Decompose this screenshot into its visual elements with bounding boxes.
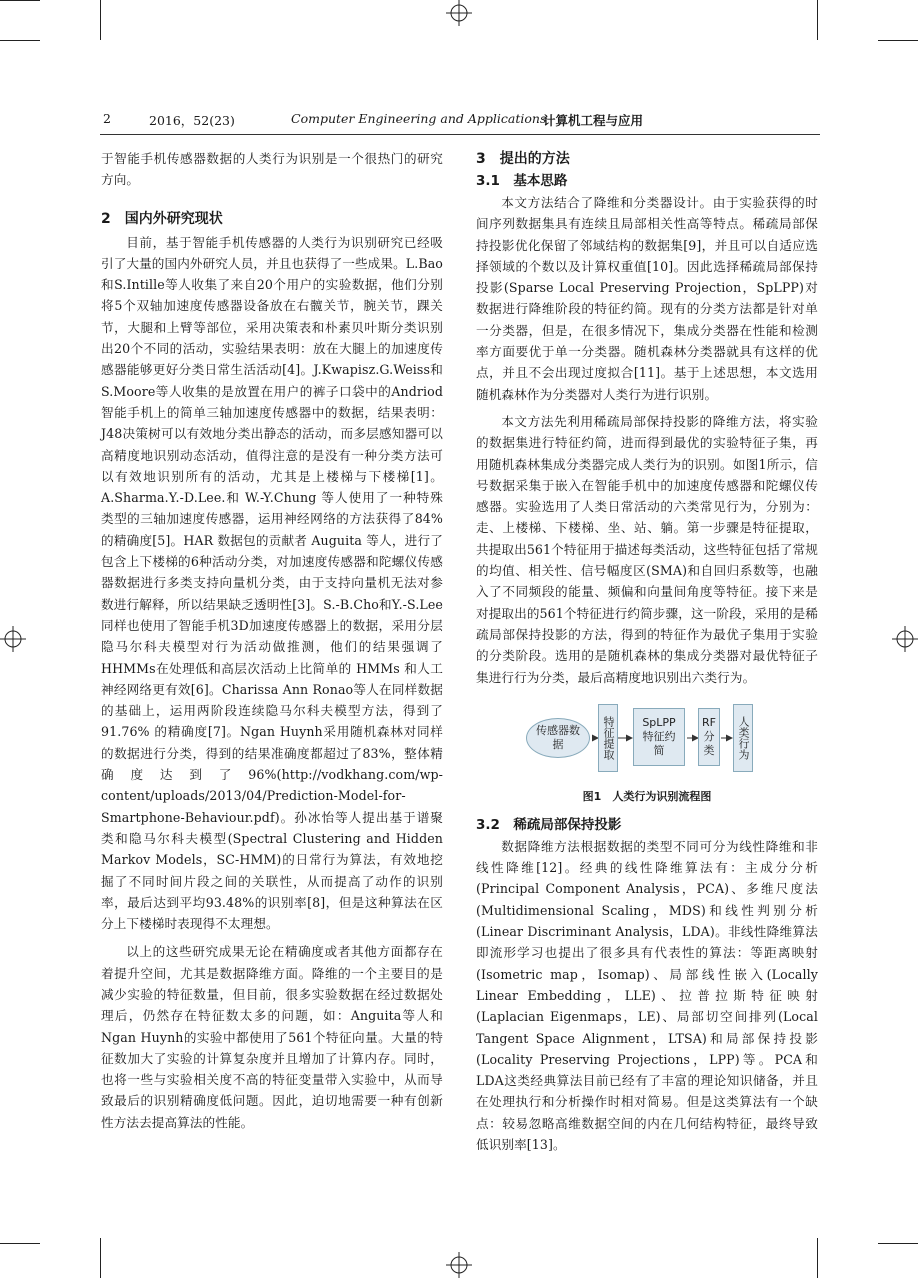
registration-mark-icon bbox=[446, 0, 472, 26]
journal-title-en: Computer Engineering and Applications bbox=[291, 111, 547, 126]
flow-node-sensor-data: 传感器数据 bbox=[526, 718, 590, 758]
crop-mark bbox=[817, 0, 818, 40]
paragraph-related-work: 目前，基于智能手机传感器的人类行为识别研究已经吸引了大量的国内外研究人员，并且也获得了一些成果。L.Bao和S.Intille等人收集了来自20个用户的实验数据，他们分别将5个双轴加速度传感器设备放在右髋关节，腕关节，踝关节，大腿和上臂等部位，采用决策表和朴素贝叶斯分类识别出20个不同的活动，实验结果表明：放在大腿上的加速度传感器能够更好分类日常生活活动[4]。J.Kwapisz.G.Weiss和S.Moore等人收集的是放置在用户的裤子口袋中的Andriod智能手机上的简单三轴加速度传感器中的数据，结果表明：J48决策树可以有效地分类出静态的活动，而多层感知器可以高精度地识别动态活动，值得注意的是没有一种分类方法可以有效地识别所有的活动，尤其是上楼梯与下楼梯[1]。A.Sharma.Y.-D.Lee.和 W.-Y.Chung 等人使用了一种特殊类型的三轴加速度传感器，运用神经网络的方法获得了84%的精确度[5]。HAR 数据包的贡献者 Auguita 等人，进行了包含上下楼梯的6种活动分类，对加速度传感器和陀螺仪传感器数据进行多类支持向量机分类，由于支持向量机无法对参数进行解释，所以结果缺乏透明性[3]。S.-B.Cho和Y.-S.Lee同样也使用了智能手机3D加速度传感器上的数据，采用分层隐马尔科夫模型对行为活动做推测，他们的结果强调了HHMMs在处理低和高层次活动上比简单的 HMMs 和人工神经网络更有效[6]。Charissa Ann Ronao等人在同样数据的基础上，运用两阶段连续隐马尔科夫模型方法，得到了 91.76% 的精确度[7]。Ngan Huynh采用随机森林对同样的数据进行分类，得到的结果准确度都超过了83%，整体精确度达到了96%(http://vodkhang.com/wp-content/uploads/2013/04/Prediction-Model-for-Smartphone-Behaviour.pdf)。孙冰怡等人提出基于谱聚类和隐马尔科夫模型(Spectral Clustering and Hidden Markov Models，SC-HMM)的日常行为算法，有效地挖掘了不同时间片段之间的关联性，从而提高了动作的识别率，最后达到平均93.48%的识别率[8]，但是这种算法在区分上下楼梯时表现得不太理想。 bbox=[101, 234, 443, 932]
registration-mark-icon bbox=[446, 1252, 472, 1278]
figure-caption: 图1 人类行为识别流程图 bbox=[582, 789, 712, 803]
crop-mark bbox=[100, 0, 101, 40]
journal-title-cn: 计算机工程与应用 bbox=[543, 113, 644, 128]
crop-mark bbox=[817, 1238, 818, 1278]
page-number: 2 bbox=[103, 111, 111, 126]
crop-mark bbox=[0, 0, 40, 1]
left-column bbox=[101, 148, 443, 1133]
crop-mark bbox=[0, 1243, 40, 1244]
section-heading-3: 3 提出的方法 bbox=[476, 151, 570, 167]
crop-mark bbox=[0, 40, 40, 41]
paragraph-dimensionality-reduction: 数据降维方法根据数据的类型不同可分为线性降维和非线性降维[12]。经典的线性降维算法有：主成分分析(Principal Component Analysis，PCA)、多维尺度法(Multidimensional Scaling，MDS)和线性判别分析(Linear Discriminant Analysis，LDA)。非线性降维算法即流形学习也提出了很多具有代表性的算法：等距离映射(Isometric map，Isomap)、局部线性嵌入(Locally Linear Embedding，LLE)、拉普拉斯特征映射(Laplacian Eigenmaps，LE)、局部切空间排列(Local Tangent Space Alignment，LTSA)和局部保持投影(Locality Preserving Projections，LPP)等。PCA和LDA这类经典算法目前已经有了丰富的理论知识储备，并且在处理执行和分析操作时相对简易。但是这类算法有一个缺点：较易忽略高维数据空间的内在几何结构特征，最终导致低识别率[13]。 bbox=[476, 838, 818, 1152]
registration-mark-icon bbox=[0, 626, 26, 652]
running-header bbox=[103, 111, 831, 131]
crop-mark bbox=[100, 1238, 101, 1278]
registration-mark-icon bbox=[892, 626, 918, 652]
paragraph-basic-idea: 本文方法结合了降维和分类器设计。由于实验获得的时间序列数据集具有连续且局部相关性高等特点。稀疏局部保持投影优化保留了邻域结构的数据集[9]，并且可以自适应选择领域的个数以及计算权重值[10]。因此选择稀疏局部保持投影(Sparse Local Preserving Projection，SpLPP)对数据进行降维阶段的特征约简。现有的分类方法都是针对单一分类器，但是，在很多情况下，集成分类器在性能和检测率方面要优于单一分类器。随机森林分类器就具有这样的优点，并且不会出现过度拟合[11]。基于上述思想，本文选用随机森林作为分类器对人类行为进行识别。 bbox=[476, 195, 818, 402]
flow-node-feature-extraction: 特征提取 bbox=[598, 704, 618, 772]
flow-node-rf-classification: RF分类 bbox=[698, 708, 720, 766]
header-rule bbox=[100, 134, 820, 135]
subsection-heading-3-2: 3.2 稀疏局部保持投影 bbox=[476, 816, 622, 833]
flow-node-human-activity: 人类行为 bbox=[733, 704, 753, 772]
intro-paragraph: 于智能手机传感器数据的人类行为识别是一个很热门的研究方向。 bbox=[101, 151, 443, 188]
crop-mark bbox=[878, 1243, 918, 1244]
section-heading-2: 2 国内外研究现状 bbox=[101, 210, 223, 227]
flow-node-splpp: SpLPP特征约简 bbox=[633, 708, 685, 766]
crop-mark bbox=[878, 40, 918, 41]
right-column bbox=[476, 148, 818, 1155]
paragraph-motivation: 以上的这些研究成果无论在精确度或者其他方面都存在着提升空间，尤其是数据降维方面。降维的一个主要目的是减少实验的特征数量，但目前，很多实验数据在经过数据处理后，仍然存在特征数太多的问题，如：Anguita等人和Ngan Huynh的实验中都使用了561个特征向量。大量的特征数加大了实验的计算复杂度并且增加了计算内存。同时，也将一些与实验相关度不高的特征变量带入实验中，从而导致最后的识别精确度低问题。因此，迫切地需要一种有创新性方法去提高算法的性能。 bbox=[101, 944, 443, 1130]
journal-issue: 2016，52(23) bbox=[149, 113, 235, 128]
paragraph-method-overview: 本文方法先利用稀疏局部保持投影的降维方法，将实验的数据集进行特征约简，进而得到最优的实验特征子集，再用随机森林集成分类器完成人类行为的识别。如图1所示，信号数据采集于嵌入在智能手机中的加速度传感器和陀螺仪传感器。实验选用了人类日常活动的六类常见行为，分别为：走、上楼梯、下楼梯、坐、站、躺。第一步骤是特征提取，共提取出561个特征用于描述每类活动，这些特征包括了常规的均值、相关性、信号幅度区(SMA)和自回归系数等，也融入了不同频段的能量、频偏和向量间角度等特征。接下来是对提取出的561个特征进行约简步骤，这一阶段，采用的是稀疏局部保持投影的方法，得到的特征作为最优子集用于实验的分类阶段。选用的是随机森林的集成分类器对最优特征子集进行行为分类，最后高精度地识别出六类行为。 bbox=[476, 413, 818, 685]
flowchart-figure bbox=[476, 698, 818, 784]
subsection-heading-3-1: 3.1 基本思路 bbox=[476, 173, 568, 189]
